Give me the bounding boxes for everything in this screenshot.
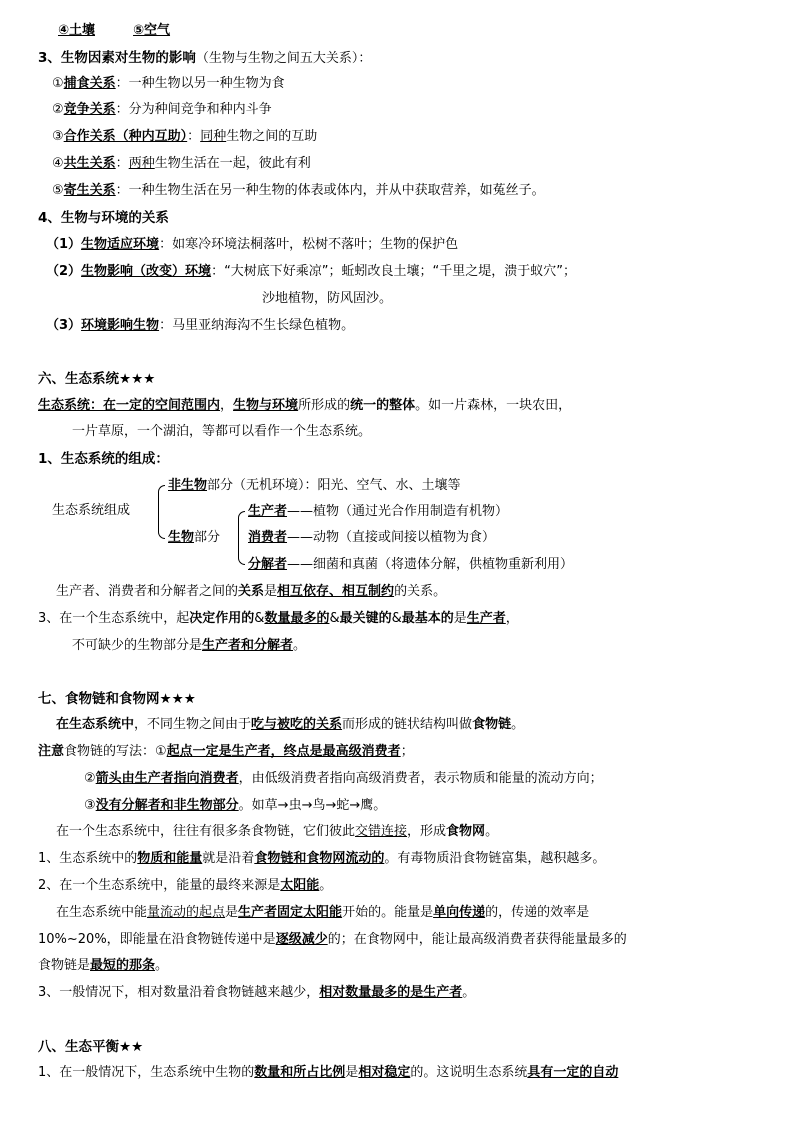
item-num: （2） [46,264,82,279]
item-underline: 同种 [200,129,227,144]
decomposer-key: 分解者 [248,557,288,572]
def-mid: 所形成的 [298,398,351,413]
relation-key: 相互依存、相互制约 [277,584,395,599]
item-key: 生物影响（改变）环境 [81,264,212,279]
def-key: 在一定的空间范围内 [103,398,221,413]
p3-amp: & [391,611,402,626]
sec7-point-1 [38,850,605,868]
note-num: ③ [84,798,96,813]
item-num: ④ [52,156,64,171]
e2-a: 10%~20%，即能量在沿食物链传递中是 [38,932,276,947]
relation-c: 的关系。 [394,584,447,599]
s4-item-3 [46,317,354,335]
sec6-relation [56,583,446,601]
item-key: 捕食关系 [63,76,116,91]
note-key: 没有分解者和非生物部分 [95,798,239,813]
e2-b: 的；在食物网中，能让最高级消费者获得能量最多的 [327,932,627,947]
note-a: 食物链的写法：① [64,744,167,759]
item-rest: 生物生活在一起，彼此有利 [154,156,311,171]
p1-key: 物质和能量 [137,851,203,866]
note-key: 箭头由生产者指向消费者 [95,771,239,786]
e3-a: 食物链是 [38,958,91,973]
s3-heading [38,49,371,68]
sec8-title: 八、生态平衡★★ [38,1039,144,1055]
intro-c: 。 [511,717,525,732]
diagram-nonliving [168,477,461,495]
s3-title-note: （生物与生物之间五大关系）： [195,51,372,66]
note-num: ② [84,771,96,786]
e-underline: 量流动的起点 [147,905,226,920]
item-underline: 两种 [128,156,155,171]
e-a: 在生态系统中能 [56,905,148,920]
item-soil: ④土壤 [58,23,96,38]
note-text: ，由低级消费者指向高级消费者，表示物质和能量的流动方向； [238,771,603,786]
item-text: ：马里亚纳海沟不生长绿色植物。 [159,318,355,333]
s3-item-3 [52,128,317,146]
item-text: ： [187,129,201,144]
item-text: ：分为种间竞争和种内斗争 [115,102,272,117]
sec7-note-3 [84,797,386,815]
s4-item-2-cont [262,290,392,308]
def-key: 统一的整体 [350,398,416,413]
e2-key: 逐级减少 [275,932,328,947]
item-num: ⑤ [52,183,64,198]
item-key: 环境影响生物 [81,318,160,333]
sec7-food-web [56,823,498,841]
e-key: 单向传递 [433,905,486,920]
p3-key: 最基本的 [401,611,454,626]
sec6-sub1-heading [38,450,169,469]
item-text: ：“大树底下好乘凉”；蚯蚓改良土壤；“千里之堤，溃于蚁穴”； [211,264,577,279]
intro-b: 而形成的链状结构叫做 [342,717,473,732]
s3-item-2 [52,101,272,119]
sec7-note-2 [84,770,603,788]
note-text: 。如草→虫→鸟→蛇→鹰。 [238,798,387,813]
consumer-text: ——动物（直接或间接以植物为食） [287,530,496,545]
nonliving-key: 非生物 [168,478,208,493]
sec6-definition-cont [72,423,371,441]
p3-key: 决定作用的 [189,611,255,626]
producer-text: ——植物（通过光合作用制造有机物） [287,504,509,519]
p1-key: 数量和所占比例 [254,1065,346,1080]
web-b: ，形成 [407,824,447,839]
s3-item-1 [52,75,285,93]
p3-c: 。 [462,985,476,1000]
sec6-title: 六、生态系统★★★ [38,371,156,387]
living-key: 生物 [168,530,195,545]
p1-key: 具有一定的自动 [527,1065,619,1080]
diagram-decomposer [248,556,573,574]
def-key: 生物与环境 [233,398,299,413]
item-rest: 生物之间的互助 [226,129,318,144]
sec7-energy-2 [38,931,627,949]
sec7-intro [56,716,524,734]
e3-b: 。 [155,958,169,973]
p3-cont-a: 不可缺少的生物部分是 [72,638,203,653]
note-c: ； [400,744,414,759]
p1-c: 的。这说明生态系统 [410,1065,528,1080]
e-d: 的，传递的效率是 [485,905,590,920]
p3-key: 相对数量最多的是生产者 [319,985,463,1000]
diagram-living [168,529,220,547]
sec7-point-3 [38,984,475,1002]
item-num: （1） [46,237,82,252]
def-cont: 一片草原，一个湖泊，等都可以看作一个生态系统。 [72,424,372,439]
note-key: 起点一定是生产者，终点是最高级消费者 [166,744,401,759]
sec7-heading [38,690,196,709]
s4-title: 4、生物与环境的关系 [38,210,169,226]
p3-key: 最关键的 [339,611,392,626]
sec7-note-1 [38,743,414,761]
p3-key: 数量最多的 [264,611,330,626]
p2-c: 。 [319,878,333,893]
nonliving-text: 部分（无机环境）：阳光、空气、水、土壤等 [207,478,461,493]
p1-key: 相对稳定 [358,1065,411,1080]
intro-a: ，不同生物之间由于 [134,717,252,732]
s4-item-2 [46,263,576,281]
p3-amp: & [329,611,340,626]
sec7-point-2 [38,877,332,895]
root-label: 生态系统组成 [52,503,131,518]
item-text: ： [115,156,129,171]
s3-item-5 [52,182,545,200]
item-num: ① [52,76,64,91]
p3-cont-c: 。 [293,638,307,653]
web-underline: 交错连接 [355,824,408,839]
note-label: 注意 [38,744,65,759]
producer-key: 生产者 [248,504,288,519]
item-key: 合作关系（种内互助） [63,129,188,144]
item-key: 寄生关系 [63,183,116,198]
p1-b: 就是沿着 [202,851,255,866]
diagram-root [52,502,130,520]
sec7-energy-1 [56,904,589,922]
relation-key: 关系 [238,584,265,599]
web-key: 食物网 [446,824,486,839]
sec7-title: 七、食物链和食物网★★★ [38,691,196,707]
item-num: （3） [46,318,82,333]
s3-item-4 [52,155,311,173]
intro-key: 食物链 [472,717,512,732]
item-num: ② [52,102,64,117]
e-key: 生产者固定太阳能 [238,905,343,920]
sub1-title: 1、生态系统的组成： [38,451,169,467]
p1-b: 是 [345,1065,359,1080]
e-c: 开始的。能量是 [342,905,434,920]
item-cont: 沙地植物，防风固沙。 [262,291,393,306]
brace-inner [238,511,245,565]
item-key: 共生关系 [63,156,116,171]
item-text: ：如寒冷环境法桐落叶，松树不落叶；生物的保护色 [159,237,459,252]
e3-key: 最短的那条 [90,958,156,973]
item-key: 生物适应环境 [81,237,160,252]
s4-item-1 [46,236,458,254]
def-sep: ， [220,398,234,413]
item-text: ：一种生物生活在另一种生物的体表或体内，并从中获取营养，如菟丝子。 [115,183,545,198]
sec6-heading [38,370,155,389]
p3-key: 生产者 [466,611,506,626]
diagram-producer [248,503,508,521]
p2-key: 太阳能 [280,878,320,893]
decomposer-text: ——细菌和真菌（将遗体分解，供植物重新利用） [287,557,574,572]
p2-a: 2、在一个生态系统中，能量的最终来源是 [38,878,281,893]
sec6-definition [38,397,571,415]
item-key: 竞争关系 [63,102,116,117]
p3-a: 3、在一个生态系统中，起 [38,611,190,626]
relation-b: 是 [264,584,278,599]
sec7-energy-3 [38,957,168,975]
p1-a: 1、生态系统中的 [38,851,138,866]
web-c: 。 [485,824,499,839]
sec8-point-1 [38,1064,618,1082]
web-a: 在一个生态系统中，往往有很多条食物链，它们彼此 [56,824,356,839]
p3-cont-key: 生产者和分解者 [202,638,294,653]
consumer-key: 消费者 [248,530,288,545]
def-tail: 。如一片森林，一块农田， [415,398,572,413]
relation-a: 生产者、消费者和分解者之间的 [56,584,239,599]
s3-title: 3、生物因素对生物的影响 [38,50,196,66]
intro-key: 吃与被吃的关系 [251,717,343,732]
item-text: ：一种生物以另一种生物为食 [115,76,285,91]
s4-heading [38,209,169,228]
sec6-point-3 [38,610,519,628]
brace-outer [158,485,165,539]
item-air: ⑤空气 [133,23,171,38]
def-label: 生态系统： [38,398,104,413]
p3-a: 3、一般情况下，相对数量沿着食物链越来越少， [38,985,320,1000]
p1-a: 1、在一般情况下，生态系统中生物的 [38,1065,255,1080]
soil-air-line [58,22,170,40]
p3-c: ， [505,611,519,626]
intro-key: 在生态系统中 [56,717,135,732]
sec8-heading [38,1038,143,1057]
e-b: 是 [225,905,239,920]
item-num: ③ [52,129,64,144]
p1-c: 。有毒物质沿食物链富集，越积越多。 [384,851,606,866]
diagram-consumer [248,529,495,547]
sec6-point-3-cont [72,637,306,655]
living-text: 部分 [194,530,221,545]
p3-b: 是 [453,611,467,626]
p1-key: 食物链和食物网流动的 [254,851,385,866]
p3-amp: & [254,611,265,626]
